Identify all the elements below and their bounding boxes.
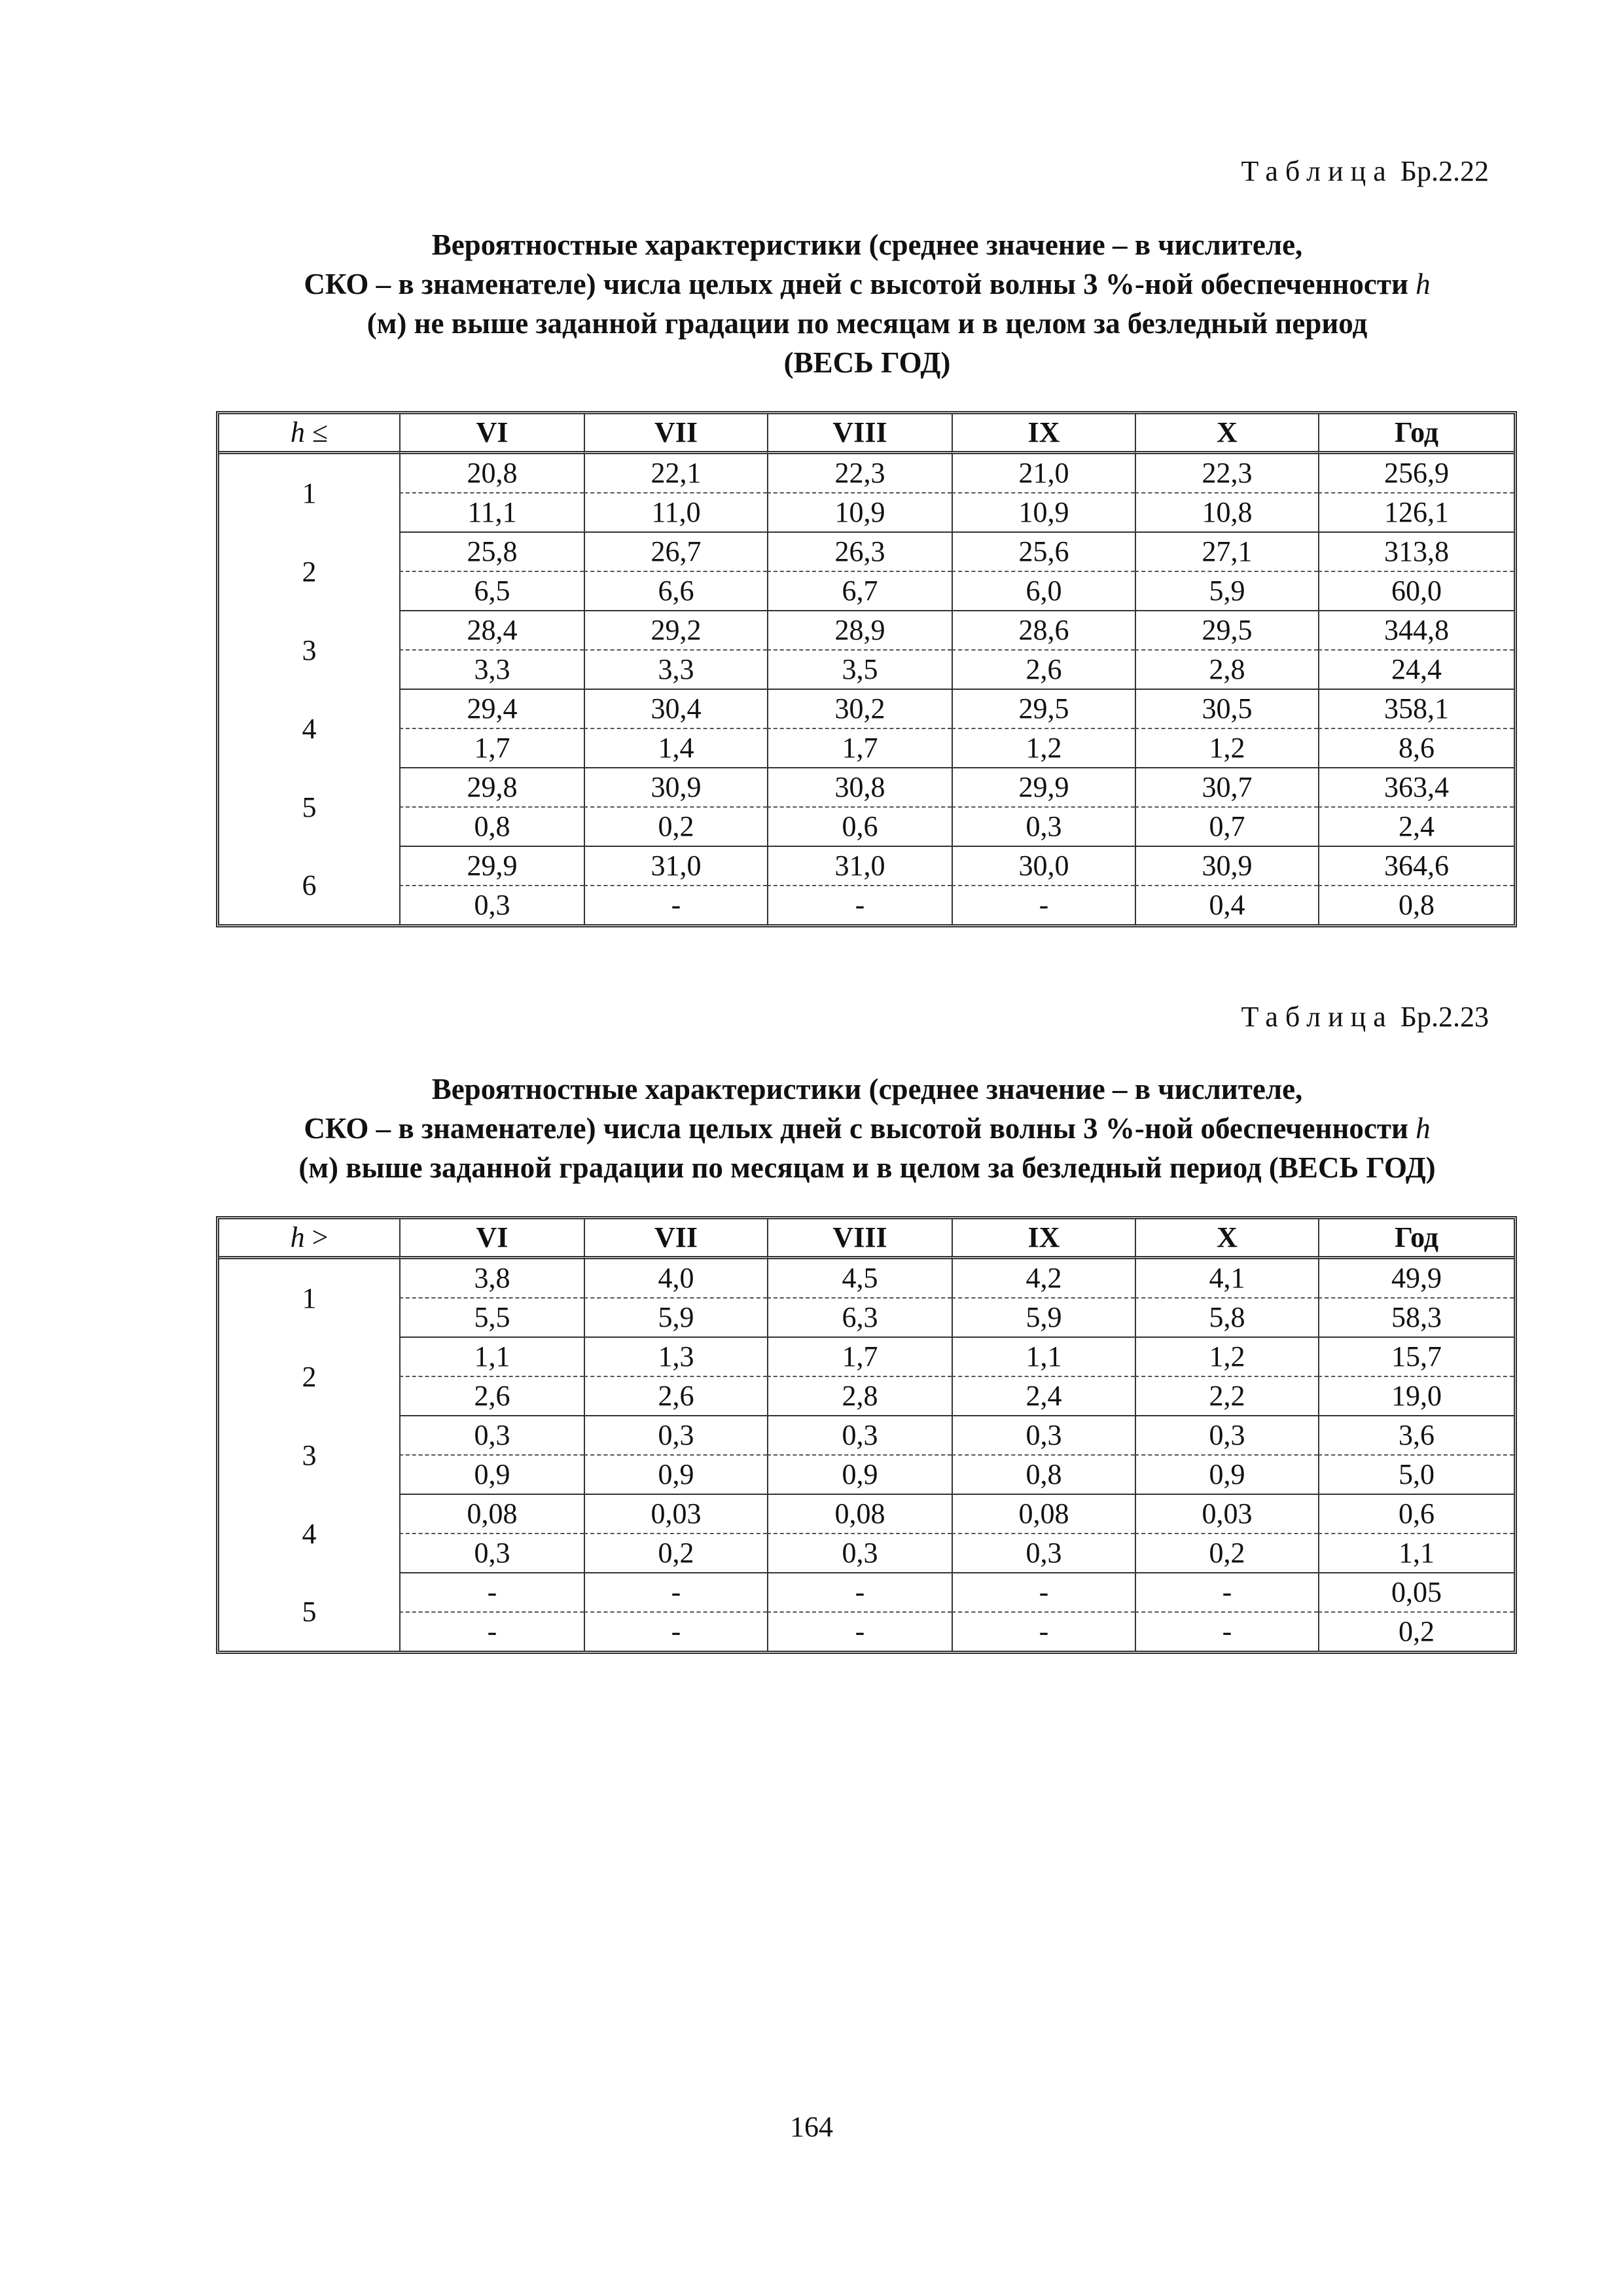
sko-cell: 8,6 bbox=[1318, 729, 1514, 768]
mean-cell: 30,4 bbox=[584, 690, 767, 729]
table-label-id: Бр.2.22 bbox=[1400, 155, 1489, 187]
sko-cell: 0,7 bbox=[1135, 808, 1318, 847]
sko-cell: 24,4 bbox=[1318, 651, 1514, 690]
mean-cell: 22,3 bbox=[767, 454, 952, 493]
sko-cell: 0,9 bbox=[399, 1456, 584, 1495]
table-row-mean bbox=[219, 690, 1514, 729]
caption-line: Вероятностные характеристики (среднее значение – в числителе, bbox=[431, 1073, 1303, 1105]
mean-cell: 22,3 bbox=[1135, 454, 1318, 493]
table-row-sko bbox=[219, 1377, 1514, 1416]
sko-cell: 3,3 bbox=[584, 651, 767, 690]
page-number: 164 bbox=[790, 2111, 833, 2143]
mean-cell: 1,7 bbox=[767, 1338, 952, 1377]
row-h-cell: 5 bbox=[302, 1596, 317, 1628]
sko-cell: 2,2 bbox=[1135, 1377, 1318, 1416]
table-row-mean bbox=[219, 768, 1514, 808]
mean-cell: 49,9 bbox=[1318, 1259, 1514, 1299]
sko-cell: - bbox=[767, 886, 952, 924]
mean-cell: 31,0 bbox=[767, 847, 952, 886]
mean-cell: 0,03 bbox=[584, 1495, 767, 1534]
mean-cell: 30,7 bbox=[1135, 768, 1318, 808]
mean-cell: 26,3 bbox=[767, 533, 952, 572]
sko-cell: 1,7 bbox=[767, 729, 952, 768]
mean-cell: 4,1 bbox=[1135, 1259, 1318, 1299]
sko-cell: 10,9 bbox=[767, 493, 952, 533]
table-label-word: Таблица bbox=[1241, 155, 1393, 187]
sko-cell: 0,9 bbox=[584, 1456, 767, 1495]
header-cell: IX bbox=[952, 1219, 1135, 1259]
header-h-cell: h ≤ bbox=[219, 414, 399, 454]
mean-cell: 29,5 bbox=[952, 690, 1135, 729]
mean-cell: 20,8 bbox=[399, 454, 584, 493]
sko-cell: - bbox=[1135, 1613, 1318, 1651]
mean-cell: 0,3 bbox=[767, 1416, 952, 1456]
mean-cell: 363,4 bbox=[1318, 768, 1514, 808]
row-h-cell: 3 bbox=[302, 634, 317, 666]
sko-cell: 6,0 bbox=[952, 572, 1135, 611]
sko-cell: - bbox=[952, 886, 1135, 924]
mean-cell: 22,1 bbox=[584, 454, 767, 493]
mean-cell: 0,03 bbox=[1135, 1495, 1318, 1534]
mean-cell: 256,9 bbox=[1318, 454, 1514, 493]
header-cell: VII bbox=[584, 414, 767, 454]
mean-cell: 30,9 bbox=[1135, 847, 1318, 886]
table-row-sko bbox=[219, 886, 1514, 924]
mean-cell: 15,7 bbox=[1318, 1338, 1514, 1377]
mean-cell: 30,9 bbox=[584, 768, 767, 808]
mean-cell: 4,0 bbox=[584, 1259, 767, 1299]
sko-cell: - bbox=[584, 886, 767, 924]
data-table-2 bbox=[216, 1216, 1517, 1654]
table-caption-2 bbox=[216, 1069, 1518, 1187]
caption-h-symbol: h bbox=[1416, 268, 1431, 300]
sko-cell: 60,0 bbox=[1318, 572, 1514, 611]
sko-cell: 1,2 bbox=[952, 729, 1135, 768]
mean-cell: 3,8 bbox=[399, 1259, 584, 1299]
row-h-cell: 2 bbox=[302, 1361, 317, 1393]
sko-cell: 10,9 bbox=[952, 493, 1135, 533]
row-h-cell: 1 bbox=[302, 477, 317, 509]
mean-cell: 313,8 bbox=[1318, 533, 1514, 572]
header-cell: VIII bbox=[767, 414, 952, 454]
sko-cell: 0,9 bbox=[1135, 1456, 1318, 1495]
mean-cell: 358,1 bbox=[1318, 690, 1514, 729]
sko-cell: 0,8 bbox=[399, 808, 584, 847]
header-cell: X bbox=[1135, 1219, 1318, 1259]
sko-cell: - bbox=[767, 1613, 952, 1651]
sko-cell: 6,7 bbox=[767, 572, 952, 611]
caption-h-symbol: h bbox=[1416, 1112, 1431, 1145]
table-header-row bbox=[219, 1219, 1514, 1259]
mean-cell: 29,4 bbox=[399, 690, 584, 729]
table-row-mean bbox=[219, 1573, 1514, 1613]
sko-cell: 19,0 bbox=[1318, 1377, 1514, 1416]
sko-cell: 0,2 bbox=[1135, 1534, 1318, 1573]
caption-line: (ВЕСЬ ГОД) bbox=[783, 346, 951, 379]
table-header-row bbox=[219, 414, 1514, 454]
mean-cell: 30,2 bbox=[767, 690, 952, 729]
sko-cell: 0,2 bbox=[1318, 1613, 1514, 1651]
sko-cell: 5,5 bbox=[399, 1299, 584, 1338]
mean-cell: 27,1 bbox=[1135, 533, 1318, 572]
table-row-sko bbox=[219, 1456, 1514, 1495]
mean-cell: - bbox=[584, 1573, 767, 1613]
header-cell: VI bbox=[399, 414, 584, 454]
mean-cell: 21,0 bbox=[952, 454, 1135, 493]
sko-cell: - bbox=[399, 1613, 584, 1651]
sko-cell: 0,4 bbox=[1135, 886, 1318, 924]
sko-cell: 11,1 bbox=[399, 493, 584, 533]
mean-cell: - bbox=[952, 1573, 1135, 1613]
sko-cell: 0,3 bbox=[399, 1534, 584, 1573]
table-label-word: Таблица bbox=[1241, 1001, 1393, 1033]
table-body bbox=[219, 454, 1514, 924]
mean-cell: 0,3 bbox=[1135, 1416, 1318, 1456]
mean-cell: 26,7 bbox=[584, 533, 767, 572]
table-row-mean bbox=[219, 611, 1514, 651]
header-cell: VI bbox=[399, 1219, 584, 1259]
header-cell: X bbox=[1135, 414, 1318, 454]
header-cell: Год bbox=[1318, 414, 1514, 454]
mean-cell: 0,08 bbox=[767, 1495, 952, 1534]
mean-cell: 4,5 bbox=[767, 1259, 952, 1299]
table-row-mean bbox=[219, 1338, 1514, 1377]
row-h-cell: 3 bbox=[302, 1439, 317, 1471]
table-row-mean bbox=[219, 1259, 1514, 1299]
table-label-2 bbox=[1241, 1003, 1489, 1031]
table-row-sko bbox=[219, 493, 1514, 533]
mean-cell: 28,9 bbox=[767, 611, 952, 651]
sko-cell: 2,6 bbox=[584, 1377, 767, 1416]
sko-cell: 11,0 bbox=[584, 493, 767, 533]
sko-cell: 1,1 bbox=[1318, 1534, 1514, 1573]
row-h-cell: 1 bbox=[302, 1282, 317, 1314]
row-h-cell: 2 bbox=[302, 556, 317, 588]
sko-cell: 2,8 bbox=[1135, 651, 1318, 690]
mean-cell: 29,5 bbox=[1135, 611, 1318, 651]
mean-cell: 29,9 bbox=[952, 768, 1135, 808]
sko-cell: 2,6 bbox=[399, 1377, 584, 1416]
sko-cell: 2,8 bbox=[767, 1377, 952, 1416]
table-row-sko bbox=[219, 572, 1514, 611]
mean-cell: 1,3 bbox=[584, 1338, 767, 1377]
table-row-mean bbox=[219, 454, 1514, 493]
sko-cell: 2,6 bbox=[952, 651, 1135, 690]
mean-cell: 31,0 bbox=[584, 847, 767, 886]
mean-cell: 1,1 bbox=[399, 1338, 584, 1377]
mean-cell: 344,8 bbox=[1318, 611, 1514, 651]
sko-cell: 1,7 bbox=[399, 729, 584, 768]
header-h-cell: h > bbox=[219, 1219, 399, 1259]
table-row-mean bbox=[219, 847, 1514, 886]
table-body bbox=[219, 1259, 1514, 1651]
mean-cell: 0,6 bbox=[1318, 1495, 1514, 1534]
sko-cell: 2,4 bbox=[1318, 808, 1514, 847]
mean-cell: 29,9 bbox=[399, 847, 584, 886]
sko-cell: 5,9 bbox=[952, 1299, 1135, 1338]
sko-cell: 3,5 bbox=[767, 651, 952, 690]
mean-cell: 3,6 bbox=[1318, 1416, 1514, 1456]
table-caption-1 bbox=[216, 225, 1518, 382]
sko-cell: 0,9 bbox=[767, 1456, 952, 1495]
mean-cell: 30,5 bbox=[1135, 690, 1318, 729]
header-cell: VII bbox=[584, 1219, 767, 1259]
sko-cell: 3,3 bbox=[399, 651, 584, 690]
table-row-sko bbox=[219, 1613, 1514, 1651]
row-h-cell: 6 bbox=[302, 869, 317, 901]
sko-cell: 10,8 bbox=[1135, 493, 1318, 533]
mean-cell: 4,2 bbox=[952, 1259, 1135, 1299]
sko-cell: 0,8 bbox=[952, 1456, 1135, 1495]
sko-cell: 0,2 bbox=[584, 808, 767, 847]
mean-cell: - bbox=[767, 1573, 952, 1613]
row-h-cell: 4 bbox=[302, 713, 317, 745]
mean-cell: 0,05 bbox=[1318, 1573, 1514, 1613]
table-row-sko bbox=[219, 651, 1514, 690]
sko-cell: - bbox=[952, 1613, 1135, 1651]
mean-cell: 0,08 bbox=[952, 1495, 1135, 1534]
sko-cell: 1,4 bbox=[584, 729, 767, 768]
mean-cell: 0,08 bbox=[399, 1495, 584, 1534]
mean-cell: 29,2 bbox=[584, 611, 767, 651]
table-row-sko bbox=[219, 808, 1514, 847]
mean-cell: 1,1 bbox=[952, 1338, 1135, 1377]
sko-cell: 5,8 bbox=[1135, 1299, 1318, 1338]
mean-cell: 25,8 bbox=[399, 533, 584, 572]
sko-cell: 5,9 bbox=[584, 1299, 767, 1338]
data-table-1 bbox=[216, 411, 1517, 927]
table-row-mean bbox=[219, 1416, 1514, 1456]
caption-line: СКО – в знаменателе) числа целых дней с высотой волны 3 %-ной обеспеченности h bbox=[304, 1112, 1431, 1145]
row-h-cell: 4 bbox=[302, 1518, 317, 1550]
sko-cell: 6,6 bbox=[584, 572, 767, 611]
mean-cell: - bbox=[1135, 1573, 1318, 1613]
caption-line: СКО – в знаменателе) числа целых дней с высотой волны 3 %-ной обеспеченности h bbox=[304, 268, 1431, 300]
sko-cell: 0,3 bbox=[767, 1534, 952, 1573]
sko-cell: 0,6 bbox=[767, 808, 952, 847]
sko-cell: 6,5 bbox=[399, 572, 584, 611]
sko-cell: 1,2 bbox=[1135, 729, 1318, 768]
mean-cell: 30,8 bbox=[767, 768, 952, 808]
header-cell: IX bbox=[952, 414, 1135, 454]
mean-cell: 29,8 bbox=[399, 768, 584, 808]
table-label-1 bbox=[1241, 157, 1489, 186]
caption-line: (м) выше заданной градации по месяцам и в целом за безледный период (ВЕСЬ ГОД) bbox=[298, 1151, 1436, 1184]
table-row-mean bbox=[219, 533, 1514, 572]
mean-cell: 30,0 bbox=[952, 847, 1135, 886]
header-cell: Год bbox=[1318, 1219, 1514, 1259]
sko-cell: 58,3 bbox=[1318, 1299, 1514, 1338]
sko-cell: - bbox=[584, 1613, 767, 1651]
table-row-sko bbox=[219, 1299, 1514, 1338]
caption-line: Вероятностные характеристики (среднее значение – в числителе, bbox=[431, 228, 1303, 261]
sko-cell: 6,3 bbox=[767, 1299, 952, 1338]
mean-cell: 28,4 bbox=[399, 611, 584, 651]
row-h-cell: 5 bbox=[302, 791, 317, 823]
sko-cell: 0,3 bbox=[952, 808, 1135, 847]
mean-cell: 25,6 bbox=[952, 533, 1135, 572]
mean-cell: 1,2 bbox=[1135, 1338, 1318, 1377]
sko-cell: 2,4 bbox=[952, 1377, 1135, 1416]
table-row-sko bbox=[219, 1534, 1514, 1573]
mean-cell: 0,3 bbox=[399, 1416, 584, 1456]
table-label-id: Бр.2.23 bbox=[1400, 1001, 1489, 1033]
sko-cell: 126,1 bbox=[1318, 493, 1514, 533]
table-row-sko bbox=[219, 729, 1514, 768]
sko-cell: 5,9 bbox=[1135, 572, 1318, 611]
sko-cell: 5,0 bbox=[1318, 1456, 1514, 1495]
mean-cell: - bbox=[399, 1573, 584, 1613]
header-cell: VIII bbox=[767, 1219, 952, 1259]
caption-line: (м) не выше заданной градации по месяцам и в целом за безледный период bbox=[366, 307, 1368, 340]
table-row-mean bbox=[219, 1495, 1514, 1534]
sko-cell: 0,3 bbox=[399, 886, 584, 924]
sko-cell: 0,8 bbox=[1318, 886, 1514, 924]
mean-cell: 0,3 bbox=[952, 1416, 1135, 1456]
mean-cell: 28,6 bbox=[952, 611, 1135, 651]
sko-cell: 0,3 bbox=[952, 1534, 1135, 1573]
sko-cell: 0,2 bbox=[584, 1534, 767, 1573]
mean-cell: 0,3 bbox=[584, 1416, 767, 1456]
mean-cell: 364,6 bbox=[1318, 847, 1514, 886]
